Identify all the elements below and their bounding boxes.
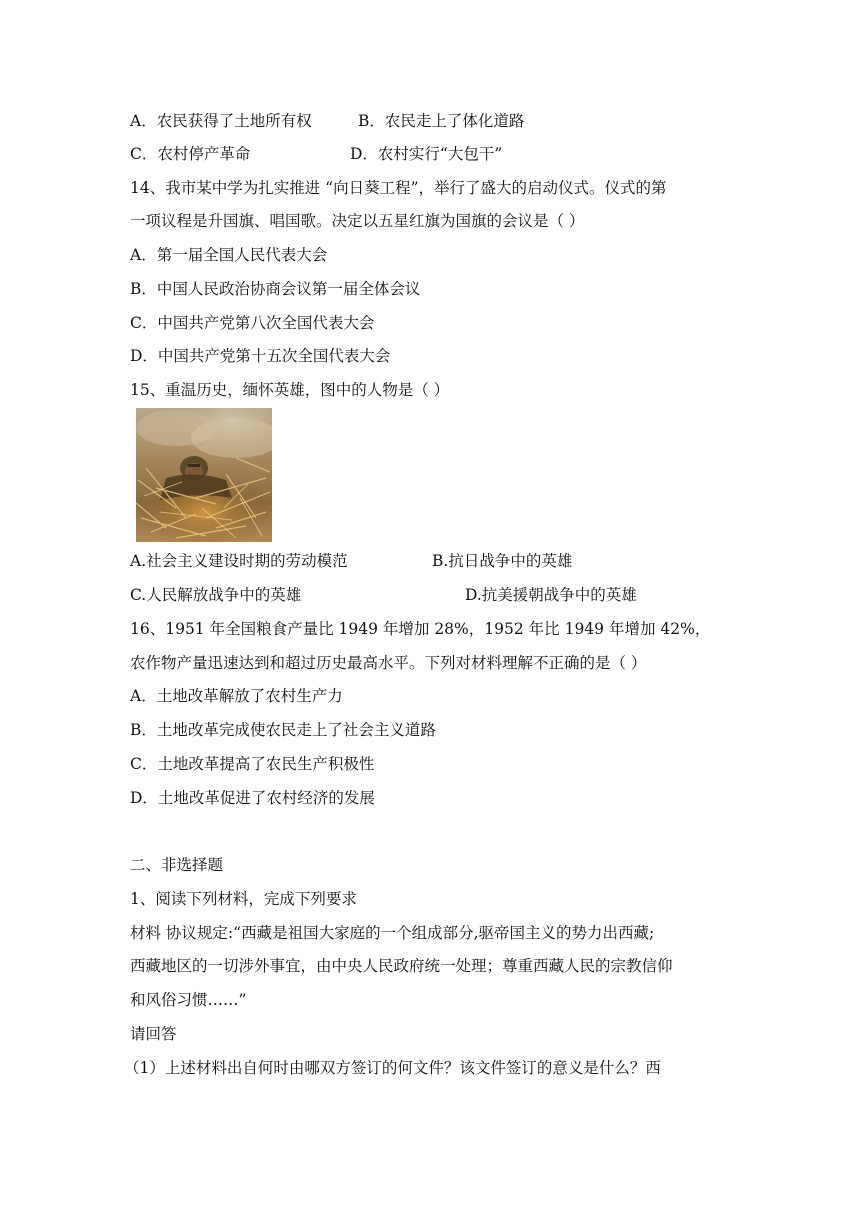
q14-option-c: C．中国共产党第八次全国代表大会: [130, 314, 375, 332]
q14-stem-line1: 14、我市某中学为扎实推进 “向日葵工程”，举行了盛大的启动仪式。仪式的第: [130, 179, 667, 197]
q14-option-b: B．中国人民政治协商会议第一届全体会议: [130, 280, 421, 298]
material-line1: 材料 协议规定:“西藏是祖国大家庭的一个组成部分,驱帝国主义的势力出西藏;: [130, 924, 655, 942]
q16-stem-line2: 农作物产量迅速达到和超过历史最高水平。下列对材料理解不正确的是（ ）: [130, 654, 647, 672]
sub-question-1: （1）上述材料出自何时由哪双方签订的何文件？该文件签订的意义是什么？西: [124, 1059, 661, 1077]
please-answer-label: 请回答: [130, 1025, 177, 1043]
q16-stem-line1: 16、1951 年全国粮食产量比 1949 年增加 28%，1952 年比 1949 年增加 42%，: [130, 620, 711, 638]
q15-option-c: C.人民解放战争中的英雄: [130, 586, 302, 604]
q15-stem: 15、重温历史，缅怀英雄，图中的人物是（ ）: [130, 381, 450, 399]
q15-option-a: A.社会主义建设时期的劳动模范: [130, 552, 348, 570]
material-line3: 和风俗习惯……”: [130, 991, 247, 1009]
section2-heading: 二、非选择题: [130, 856, 224, 874]
q13-option-a: A．农民获得了土地所有权: [130, 112, 312, 130]
q13-option-b: B．农民走上了体化道路: [358, 112, 525, 130]
q16-option-d: D．土地改革促进了农村经济的发展: [130, 789, 375, 807]
q14-stem-line2: 一项议程是升国旗、唱国歌。决定以五星红旗为国旗的会议是（ ）: [130, 212, 585, 230]
section2-q1-stem: 1、阅读下列材料，完成下列要求: [130, 890, 357, 908]
material-line2: 西藏地区的一切涉外事宜，由中央人民政府统一处理；尊重西藏人民的宗教信仰: [130, 957, 673, 975]
q16-option-b: B．土地改革完成使农民走上了社会主义道路: [130, 721, 436, 739]
q13-option-c: C．农村停产革命: [130, 145, 251, 163]
q16-option-c: C．土地改革提高了农民生产积极性: [130, 755, 375, 773]
q15-option-b: B.抗日战争中的英雄: [432, 552, 573, 570]
q15-option-d: D.抗美援朝战争中的英雄: [465, 586, 637, 604]
hero-photo: [136, 408, 272, 542]
q13-option-d: D．农村实行“大包干”: [350, 145, 503, 163]
q16-option-a: A．土地改革解放了农村生产力: [130, 687, 343, 705]
q14-option-a: A．第一届全国人民代表大会: [130, 246, 328, 264]
q14-option-d: D．中国共产党第十五次全国代表大会: [130, 347, 391, 365]
